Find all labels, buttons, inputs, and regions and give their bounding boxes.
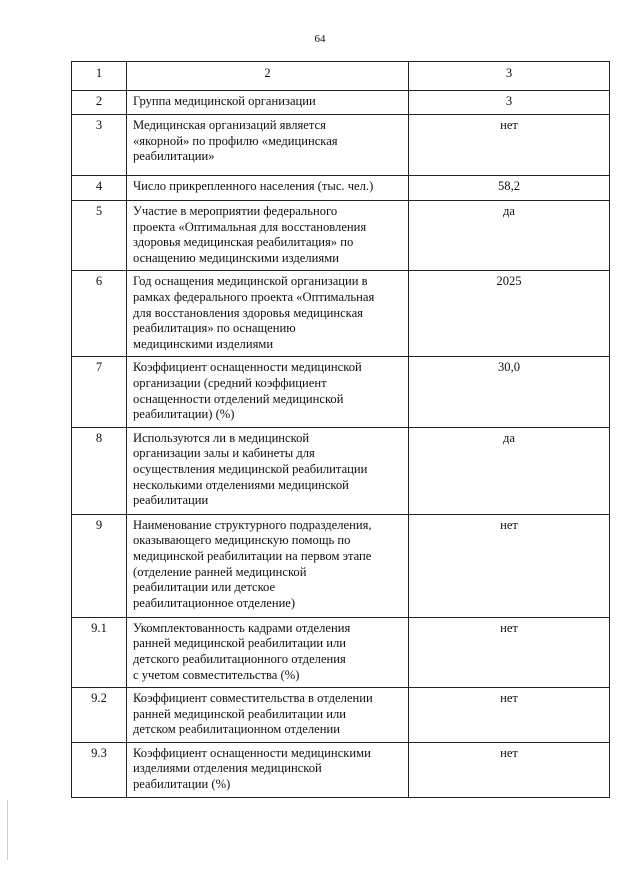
row-label: Число прикрепленного населения (тыс. чел.) [127,176,409,201]
row-label: Участие в мероприятии федерального проекта «Оптимальная для восстановления здоровья медицинская реабилитация» по оснащению медицинскими изделиями [127,201,409,271]
row-value: нет [409,742,610,797]
table-row [72,271,610,357]
row-value: нет [409,617,610,687]
table-row [72,115,610,176]
row-label: Коэффициент оснащенности медицинскими изделиями отделения медицинской реабилитации (%) [127,742,409,797]
table-row [72,688,610,743]
row-number: 2 [72,91,127,115]
row-number: 9.3 [72,742,127,797]
column-header: 3 [409,62,610,91]
table-row [72,357,610,427]
row-label: Коэффициент оснащенности медицинской организации (средний коэффициент оснащенности отделений медицинской реабилитации) (%) [127,357,409,427]
table-row [72,617,610,687]
row-number: 9.1 [72,617,127,687]
row-number: 7 [72,357,127,427]
table-header-row [72,62,610,91]
row-number: 4 [72,176,127,201]
row-number: 3 [72,115,127,176]
row-label: Наименование структурного подразделения, оказывающего медицинскую помощь по медицинской реабилитации на первом этапе (отделение ранней медицинской реабилитации или детское реабилитационное отделение) [127,514,409,617]
column-header: 2 [127,62,409,91]
table-row [72,91,610,115]
scan-edge-mark [7,800,8,860]
table-row [72,427,610,514]
page-number: 64 [314,33,326,45]
row-number: 9.2 [72,688,127,743]
row-number: 5 [72,201,127,271]
row-label: Медицинская организаций является «якорной» по профилю «медицинская реабилитации» [127,115,409,176]
row-label: Укомплектованность кадрами отделения ранней медицинской реабилитации или детского реабилитационного отделения с учетом совместительства (%) [127,617,409,687]
row-value: нет [409,115,610,176]
row-value: 2025 [409,271,610,357]
row-value: 3 [409,91,610,115]
row-label: Коэффициент совместительства в отделении ранней медицинской реабилитации или детском реабилитационном отделении [127,688,409,743]
row-value: нет [409,514,610,617]
column-header: 1 [72,62,127,91]
table-row [72,176,610,201]
row-number: 6 [72,271,127,357]
row-number: 8 [72,427,127,514]
row-label: Группа медицинской организации [127,91,409,115]
row-number: 9 [72,514,127,617]
row-value: нет [409,688,610,743]
row-label: Год оснащения медицинской организации в рамках федерального проекта «Оптимальная для восстановления здоровья медицинская реабилитация» по оснащению медицинскими изделиями [127,271,409,357]
table-row [72,201,610,271]
table-row [72,742,610,797]
table-row [72,514,610,617]
row-label: Используются ли в медицинской организации залы и кабинеты для осуществления медицинской реабилитации несколькими отделениями медицинской реабилитации [127,427,409,514]
row-value: да [409,201,610,271]
row-value: 30,0 [409,357,610,427]
row-value: да [409,427,610,514]
data-table [71,61,610,798]
row-value: 58,2 [409,176,610,201]
